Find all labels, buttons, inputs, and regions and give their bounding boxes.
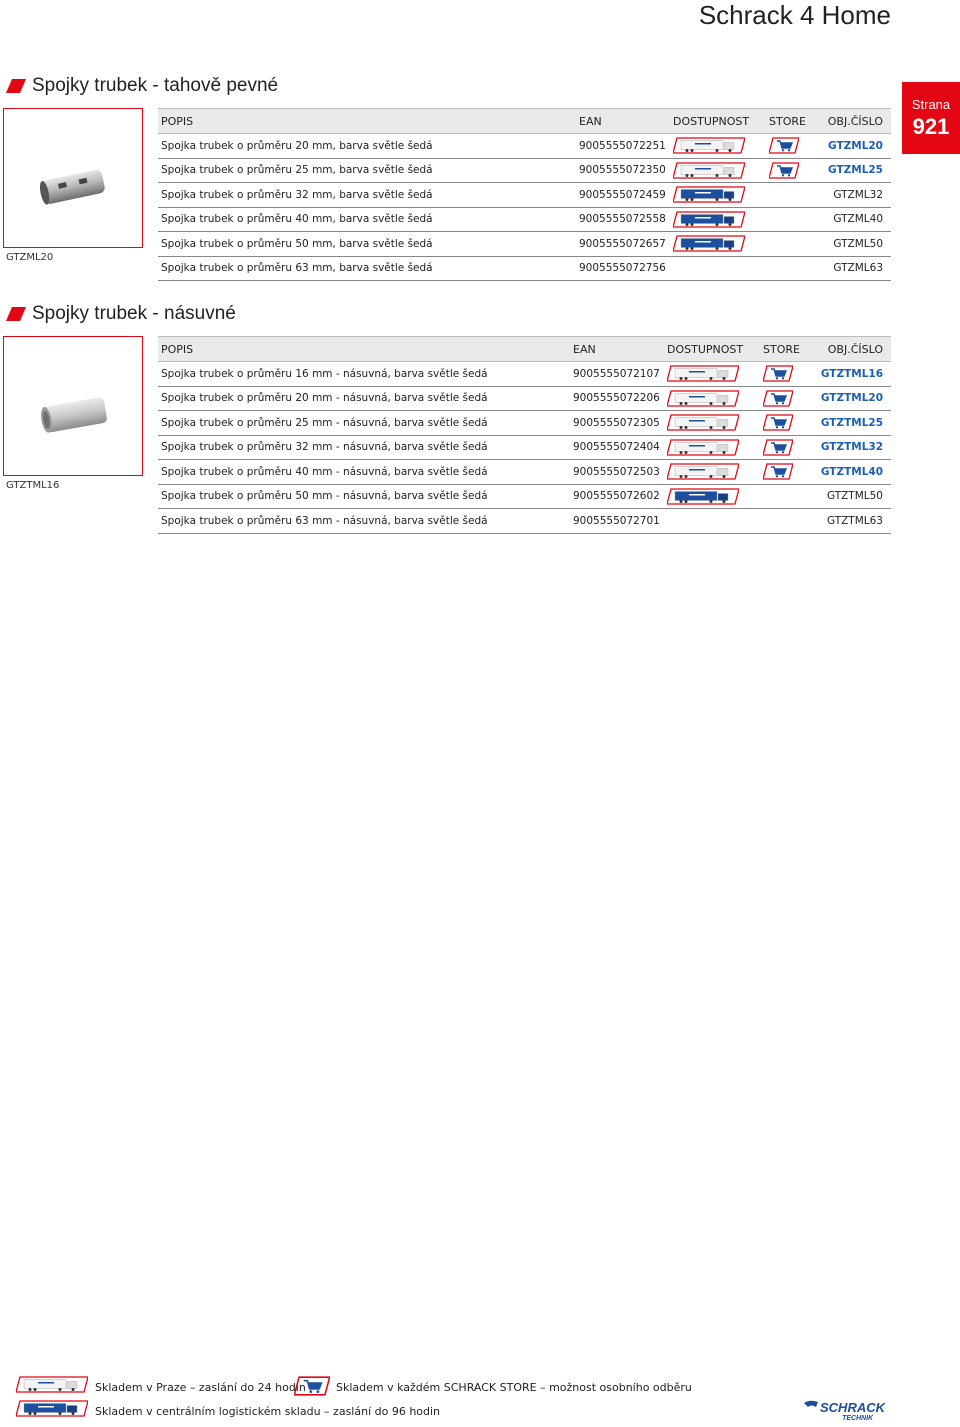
section-title-text: Spojky trubek - násuvné (32, 303, 236, 324)
col-ean: EAN (576, 109, 670, 134)
row-order-code[interactable]: GTZML20 (820, 134, 891, 159)
row-availability (664, 484, 760, 509)
row-order-code[interactable]: GTZTML32 (816, 435, 891, 460)
row-availability (670, 232, 766, 257)
table-row (158, 484, 891, 509)
row-order-code: GTZML50 (820, 232, 891, 257)
row-ean: 9005555072251 (576, 134, 670, 159)
product-image-box (3, 108, 143, 248)
row-ean: 9005555072503 (570, 460, 664, 485)
section-flag-icon (6, 307, 26, 321)
row-store (760, 411, 816, 436)
svg-text:TECHNIK: TECHNIK (842, 1415, 874, 1421)
row-store (760, 435, 816, 460)
row-store (766, 232, 820, 257)
row-store (760, 386, 816, 411)
table-row (158, 362, 891, 387)
row-ean: 9005555072756 (576, 256, 670, 281)
col-popis: POPIS (158, 109, 576, 134)
row-ean: 9005555072459 (576, 183, 670, 208)
row-ean: 9005555072107 (570, 362, 664, 387)
col-store: STORE (766, 109, 820, 134)
row-ean: 9005555072206 (570, 386, 664, 411)
section-flag-icon (6, 79, 26, 93)
row-store (766, 134, 820, 159)
row-order-code: GTZML63 (820, 256, 891, 281)
pipe-coupling-image (4, 337, 142, 475)
product-table-tahove (158, 108, 891, 281)
row-order-code[interactable]: GTZML25 (820, 158, 891, 183)
truck-24h-icon (667, 439, 739, 456)
row-description: Spojka trubek o průměru 40 mm - násuvná, barva světle šedá (158, 460, 570, 485)
row-ean: 9005555072404 (570, 435, 664, 460)
col-dostupnost: DOSTUPNOST (664, 337, 760, 362)
table-row (158, 158, 891, 183)
col-dostupnost: DOSTUPNOST (670, 109, 766, 134)
truck-96h-icon (673, 186, 745, 203)
row-order-code[interactable]: GTZTML20 (816, 386, 891, 411)
row-description: Spojka trubek o průměru 50 mm - násuvná, barva světle šedá (158, 484, 570, 509)
legend-central: Skladem v centrálním logistickém skladu – zaslání do 96 hodin (95, 1405, 441, 1418)
col-obj: OBJ.ČÍSLO (816, 337, 891, 362)
col-ean: EAN (570, 337, 664, 362)
row-order-code[interactable]: GTZTML25 (816, 411, 891, 436)
row-store (766, 207, 820, 232)
row-availability (670, 134, 766, 159)
row-description: Spojka trubek o průměru 40 mm, barva světle šedá (158, 207, 576, 232)
row-description: Spojka trubek o průměru 63 mm, barva světle šedá (158, 256, 576, 281)
row-order-code: GTZML40 (820, 207, 891, 232)
table-row (158, 183, 891, 208)
table-row (158, 460, 891, 485)
truck-24h-icon (673, 137, 745, 154)
row-store (766, 256, 820, 281)
row-store (766, 158, 820, 183)
store-cart-icon (763, 439, 793, 456)
row-description: Spojka trubek o průměru 25 mm - násuvná, barva světle šedá (158, 411, 570, 436)
row-ean: 9005555072558 (576, 207, 670, 232)
section-title-tahove (6, 75, 278, 97)
row-availability (664, 362, 760, 387)
table-row (158, 509, 891, 534)
row-availability (670, 183, 766, 208)
row-description: Spojka trubek o průměru 20 mm, barva světle šedá (158, 134, 576, 159)
page-number-tab (902, 82, 960, 154)
truck-24h-icon (667, 414, 739, 431)
row-description: Spojka trubek o průměru 32 mm, barva světle šedá (158, 183, 576, 208)
legend-truck-light-icon (16, 1376, 88, 1397)
table-header-row (158, 109, 891, 134)
col-popis: POPIS (158, 337, 570, 362)
image-caption: GTZTML16 (6, 480, 60, 491)
table-header-row (158, 337, 891, 362)
row-ean: 9005555072305 (570, 411, 664, 436)
row-store (760, 484, 816, 509)
truck-24h-icon (667, 365, 739, 382)
store-cart-icon (763, 414, 793, 431)
truck-96h-icon (667, 488, 739, 505)
truck-96h-icon (673, 235, 745, 252)
row-availability (670, 158, 766, 183)
row-ean: 9005555072657 (576, 232, 670, 257)
row-ean: 9005555072602 (570, 484, 664, 509)
image-caption: GTZML20 (6, 252, 54, 263)
row-order-code: GTZTML50 (816, 484, 891, 509)
col-obj: OBJ.ČÍSLO (820, 109, 891, 134)
col-store: STORE (760, 337, 816, 362)
row-description: Spojka trubek o průměru 16 mm - násuvná, barva světle šedá (158, 362, 570, 387)
legend-truck-blue-icon (16, 1400, 88, 1421)
legend-prague: Skladem v Praze – zaslání do 24 hodin (95, 1381, 306, 1394)
legend-store: Skladem v každém SCHRACK STORE – možnost osobního odběru (336, 1381, 692, 1394)
row-availability (664, 509, 760, 534)
brand-title: Schrack 4 Home (698, 0, 891, 30)
row-availability (664, 460, 760, 485)
section-title-text: Spojky trubek - tahově pevné (32, 75, 279, 96)
table-row (158, 411, 891, 436)
row-description: Spojka trubek o průměru 63 mm - násuvná, barva světle šedá (158, 509, 570, 534)
store-cart-icon (763, 365, 793, 382)
page-label: Strana (911, 97, 951, 112)
store-cart-icon (769, 162, 799, 179)
table-row (158, 207, 891, 232)
table-row (158, 386, 891, 411)
row-order-code: GTZTML63 (816, 509, 891, 534)
row-store (760, 460, 816, 485)
store-cart-icon (769, 137, 799, 154)
schrack-logo (802, 1399, 892, 1421)
store-cart-icon (763, 390, 793, 407)
truck-24h-icon (673, 162, 745, 179)
legend-store-icon (294, 1376, 330, 1400)
table-row (158, 435, 891, 460)
row-availability (670, 207, 766, 232)
page-number: 921 (912, 114, 950, 139)
row-ean: 9005555072701 (570, 509, 664, 534)
table-row (158, 232, 891, 257)
row-store (760, 509, 816, 534)
product-image-box (3, 336, 143, 476)
row-description: Spojka trubek o průměru 50 mm, barva světle šedá (158, 232, 576, 257)
row-order-code[interactable]: GTZTML40 (816, 460, 891, 485)
row-availability (670, 256, 766, 281)
table-row (158, 134, 891, 159)
row-order-code: GTZML32 (820, 183, 891, 208)
row-description: Spojka trubek o průměru 32 mm - násuvná, barva světle šedá (158, 435, 570, 460)
row-store (766, 183, 820, 208)
pipe-coupling-image (4, 109, 142, 247)
row-store (760, 362, 816, 387)
row-description: Spojka trubek o průměru 20 mm - násuvná, barva světle šedá (158, 386, 570, 411)
table-row (158, 256, 891, 281)
truck-24h-icon (667, 463, 739, 480)
truck-24h-icon (667, 390, 739, 407)
product-table-nasuvne (158, 336, 891, 534)
row-availability (664, 386, 760, 411)
row-description: Spojka trubek o průměru 25 mm, barva světle šedá (158, 158, 576, 183)
section-title-nasuvne (6, 303, 236, 325)
svg-text:SCHRACK: SCHRACK (820, 1400, 885, 1415)
row-order-code[interactable]: GTZTML16 (816, 362, 891, 387)
store-cart-icon (763, 463, 793, 480)
row-ean: 9005555072350 (576, 158, 670, 183)
truck-96h-icon (673, 211, 745, 228)
row-availability (664, 435, 760, 460)
row-availability (664, 411, 760, 436)
